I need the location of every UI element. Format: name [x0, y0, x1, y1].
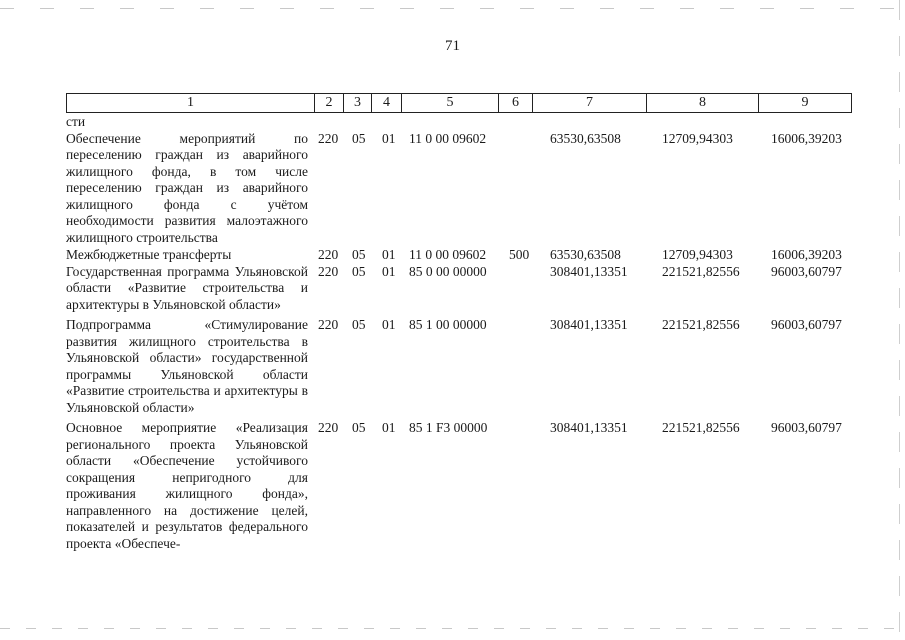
row-code-3: 05	[352, 317, 366, 332]
header-col-9: 9	[759, 94, 852, 113]
row-code-4: 01	[382, 317, 396, 332]
scan-noise-bottom	[0, 628, 905, 629]
scan-noise-top	[0, 8, 905, 9]
header-col-1: 1	[67, 94, 315, 113]
column-header-table	[66, 93, 852, 113]
table-row	[66, 420, 856, 552]
row-amount-9: 96003,60797	[771, 420, 842, 435]
row-description: Подпрограмма «Стимулирование развития жилищного строительства в Ульяновской области» государственной программы Ульяновской области «Развитие строительства и архитектуры в Ульяновской области»	[66, 317, 308, 415]
header-col-6: 6	[499, 94, 533, 113]
row-amount-9: 96003,60797	[771, 317, 842, 332]
header-col-7: 7	[533, 94, 647, 113]
row-target-code: 85 0 00 00000	[409, 263, 487, 279]
table-row	[66, 264, 856, 314]
row-amount-9: 96003,60797	[771, 263, 842, 279]
row-target-code: 11 0 00 09602	[409, 130, 487, 146]
row-target-code: 85 1 F3 00000	[409, 420, 488, 435]
row-description: Государственная программа Ульяновской области «Развитие строительства и архитектуры в Ульяновской области»	[66, 263, 308, 312]
row-amount-7: 308401,13351	[550, 420, 628, 435]
row-amount-7: 308401,13351	[550, 263, 628, 279]
row-description: Межбюджетные трансферты	[66, 247, 232, 262]
header-col-8: 8	[647, 94, 759, 113]
row-code-4: 01	[382, 420, 396, 435]
row-expense-type: 500	[509, 247, 530, 262]
row-amount-7: 63530,63508	[550, 247, 621, 262]
table-row	[66, 114, 856, 131]
row-code-2: 220	[318, 247, 339, 262]
table-row	[66, 131, 856, 247]
row-code-2: 220	[318, 130, 339, 146]
row-amount-9: 16006,39203	[771, 247, 842, 262]
row-target-code: 85 1 00 00000	[409, 317, 487, 332]
table-row	[66, 317, 856, 416]
row-amount-8: 12709,94303	[662, 130, 733, 146]
row-description: Основное мероприятие «Реализация регионального проекта Ульяновской области «Обеспечение устойчивого сокращения непригодного для проживания жилищного фонда», направленного на достижение целей, показателей и результатов федерального проекта «Обеспече-	[66, 420, 308, 551]
row-code-2: 220	[318, 420, 339, 435]
row-code-4: 01	[382, 247, 396, 262]
row-amount-8: 12709,94303	[662, 247, 733, 262]
header-col-5: 5	[402, 94, 499, 113]
row-amount-8: 221521,82556	[662, 317, 740, 332]
header-col-4: 4	[372, 94, 402, 113]
row-code-3: 05	[352, 130, 366, 146]
row-code-3: 05	[352, 420, 366, 435]
row-code-4: 01	[382, 263, 396, 279]
row-amount-8: 221521,82556	[662, 263, 740, 279]
table-body	[66, 114, 856, 552]
row-description: Обеспечение мероприятий по переселению граждан из аварийного жилищного фонда, в том числе переселению граждан из аварийного жилищного фонда с учётом необходимости развития малоэтажного жилищного строительства	[66, 130, 308, 245]
table-row	[66, 247, 856, 264]
header-col-3: 3	[344, 94, 372, 113]
row-amount-7: 63530,63508	[550, 130, 621, 146]
row-amount-7: 308401,13351	[550, 317, 628, 332]
page-number: 71	[445, 38, 460, 54]
row-amount-9: 16006,39203	[771, 130, 842, 146]
header-col-2: 2	[315, 94, 344, 113]
row-code-4: 01	[382, 130, 396, 146]
row-description: сти	[66, 114, 86, 129]
row-code-2: 220	[318, 263, 339, 279]
row-code-3: 05	[352, 247, 366, 262]
scan-edge-right	[899, 0, 900, 640]
row-amount-8: 221521,82556	[662, 420, 740, 435]
row-target-code: 11 0 00 09602	[409, 247, 487, 262]
row-code-2: 220	[318, 317, 339, 332]
row-code-3: 05	[352, 263, 366, 279]
